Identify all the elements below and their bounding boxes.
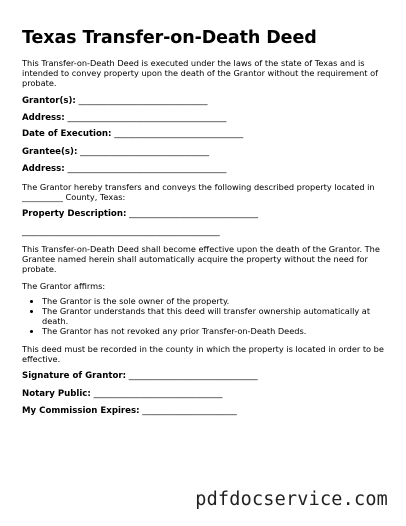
property-description-field xyxy=(22,209,384,220)
date-of-execution-label: Date of Execution: xyxy=(22,129,112,139)
notary-label: Notary Public: xyxy=(22,389,91,399)
notary-field xyxy=(22,389,384,400)
property-description-blank: ______________________________ xyxy=(129,209,259,219)
grantor-address-field xyxy=(22,113,384,124)
grantee-field xyxy=(22,147,384,158)
affirms-intro: The Grantor affirms: xyxy=(22,281,106,291)
list-item: • The Grantor is the sole owner of the property. xyxy=(42,297,384,307)
grantee-address-field xyxy=(22,164,384,175)
grantee-label: Grantee(s): xyxy=(22,147,78,157)
grantor-address-label: Address: xyxy=(22,113,65,123)
commission-expires-blank: ______________________ xyxy=(142,406,237,416)
grantee-address-blank: _____________________________________ xyxy=(67,164,227,174)
signature-field xyxy=(22,371,384,382)
conveyance-paragraph: The Grantor hereby transfers and conveys the following described property located in __________ County, Texas: xyxy=(22,182,375,203)
document-title: Texas Transfer-on-Death Deed xyxy=(22,28,317,48)
signature-label: Signature of Grantor: xyxy=(22,371,127,381)
effective-paragraph: This Transfer-on-Death Deed shall become effective upon the death of the Grantor. The Grantee named herein shall automatically acquire the property without the need for probate. xyxy=(22,244,380,275)
grantor-label: Grantor(s): xyxy=(22,96,76,106)
notary-blank: ______________________________ xyxy=(93,389,223,399)
grantor-field xyxy=(22,96,384,107)
grantor-blank: ______________________________ xyxy=(78,96,208,106)
intro-paragraph: This Transfer-on-Death Deed is executed under the laws of the state of Texas and is intended to convey property upon the death of the Grantor without the requirement of probate. xyxy=(22,58,378,89)
grantee-address-label: Address: xyxy=(22,164,65,174)
grantee-blank: ______________________________ xyxy=(80,147,210,157)
list-item: • The Grantor understands that this deed will transfer ownership automatically at death. xyxy=(42,307,384,327)
property-description-label: Property Description: xyxy=(22,209,127,219)
grantor-address-blank: _____________________________________ xyxy=(67,113,227,123)
signature-blank: ______________________________ xyxy=(128,371,258,381)
affirmation-list xyxy=(22,297,384,337)
recording-paragraph: This deed must be recorded in the county in which the property is located in order to be effective. xyxy=(22,344,384,365)
date-of-execution-blank: ______________________________ xyxy=(114,129,244,139)
site-watermark: pdfdocservice.com xyxy=(195,489,388,510)
date-of-execution-field xyxy=(22,129,384,140)
commission-expires-label: My Commission Expires: xyxy=(22,406,140,416)
property-description-extra-line: ______________________________________________ xyxy=(22,227,220,237)
commission-expires-field xyxy=(22,406,384,417)
list-item: • The Grantor has not revoked any prior Transfer-on-Death Deeds. xyxy=(42,327,384,337)
